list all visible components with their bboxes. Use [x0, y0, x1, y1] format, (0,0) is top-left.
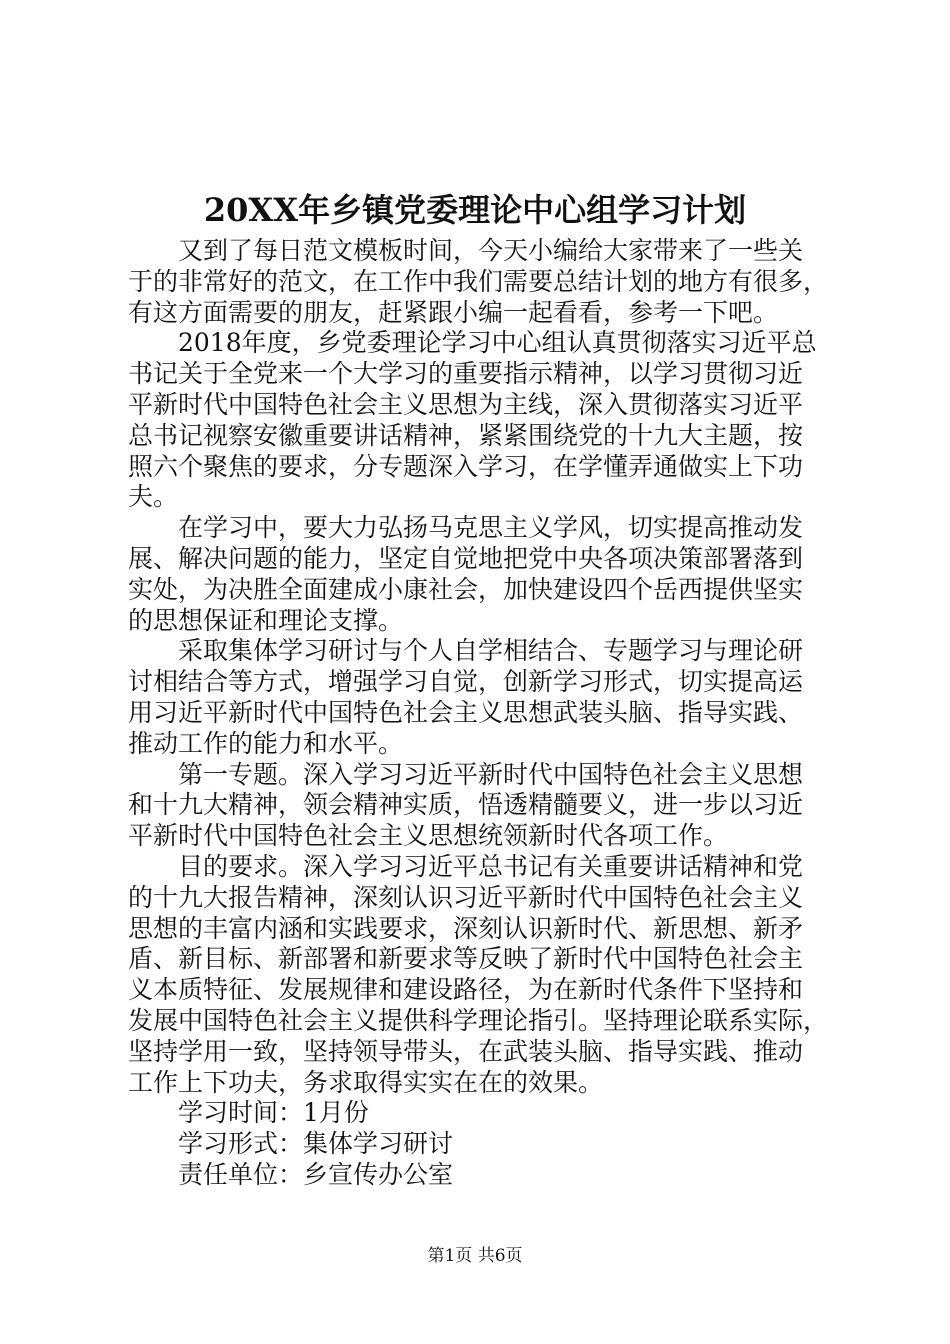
body-line: 目的要求。深入学习习近平总书记有关重要讲话精神和党	[178, 851, 804, 881]
page-footer: 第1页 共6页	[427, 1246, 523, 1266]
body-line: 于的非常好的范文，在工作中我们需要总结计划的地方有很多，	[128, 266, 829, 296]
body-line: 实处，为决胜全面建成小康社会，加快建设四个岳西提供坚实	[128, 574, 804, 604]
body-line: 讨相结合等方式，增强学习自觉，创新学习形式，切实提高运	[128, 667, 804, 697]
body-line: 思想的丰富内涵和实践要求，深刻认识新时代、新思想、新矛	[128, 913, 804, 943]
body-line: 发展中国特色社会主义提供科学理论指引。坚持理论联系实际，	[128, 1005, 829, 1035]
body-line: 平新时代中国特色社会主义思想为主线，深入贯彻落实习近平	[128, 389, 804, 419]
body-line: 盾、新目标、新部署和新要求等反映了新时代中国特色社会主	[128, 944, 804, 974]
body-line: 坚持学用一致，坚持领导带头，在武装头脑、指导实践、推动	[128, 1036, 804, 1066]
body-line: 采取集体学习研讨与个人自学相结合、专题学习与理论研	[178, 636, 804, 666]
body-line: 的十九大报告精神，深刻认识习近平新时代中国特色社会主义	[128, 882, 804, 912]
body-line: 学习形式：集体学习研讨	[178, 1129, 454, 1159]
body-line: 工作上下功夫，务求取得实实在在的效果。	[128, 1067, 604, 1097]
body-line: 第一专题。深入学习习近平新时代中国特色社会主义思想	[178, 759, 804, 789]
body-line: 又到了每日范文模板时间，今天小编给大家带来了一些关	[178, 236, 804, 265]
body-line: 推动工作的能力和水平。	[128, 728, 404, 758]
document-title: 20XX年乡镇党委理论中心组学习计划	[203, 191, 747, 229]
body-line: 2018年度，乡党委理论学习中心组认真贯彻落实习近平总	[178, 328, 817, 358]
body-line: 夫。	[128, 482, 179, 512]
body-line: 总书记视察安徽重要讲话精神，紧紧围绕党的十九大主题，按	[128, 420, 804, 450]
body-line: 和十九大精神，领会精神实质，悟透精髓要义，进一步以习近	[128, 790, 804, 820]
document-body	[128, 236, 828, 1191]
body-line: 责任单位：乡宣传办公室	[178, 1159, 454, 1189]
body-line: 有这方面需要的朋友，赶紧跟小编一起看看，参考一下吧。	[128, 297, 779, 327]
body-line: 展、解决问题的能力，坚定自觉地把党中央各项决策部署落到	[128, 543, 804, 573]
body-line: 平新时代中国特色社会主义思想统领新时代各项工作。	[128, 821, 729, 851]
body-line: 的思想保证和理论支撑。	[128, 605, 404, 635]
body-line: 学习时间：1月份	[178, 1098, 369, 1128]
body-line: 义本质特征、发展规律和建设路径，为在新时代条件下坚持和	[128, 975, 804, 1005]
body-line: 在学习中，要大力弘扬马克思主义学风，切实提高推动发	[178, 513, 804, 543]
body-line: 书记关于全党来一个大学习的重要指示精神，以学习贯彻习近	[128, 359, 804, 389]
body-line: 用习近平新时代中国特色社会主义思想武装头脑、指导实践、	[128, 697, 804, 727]
body-line: 照六个聚焦的要求，分专题深入学习，在学懂弄通做实上下功	[128, 451, 804, 481]
